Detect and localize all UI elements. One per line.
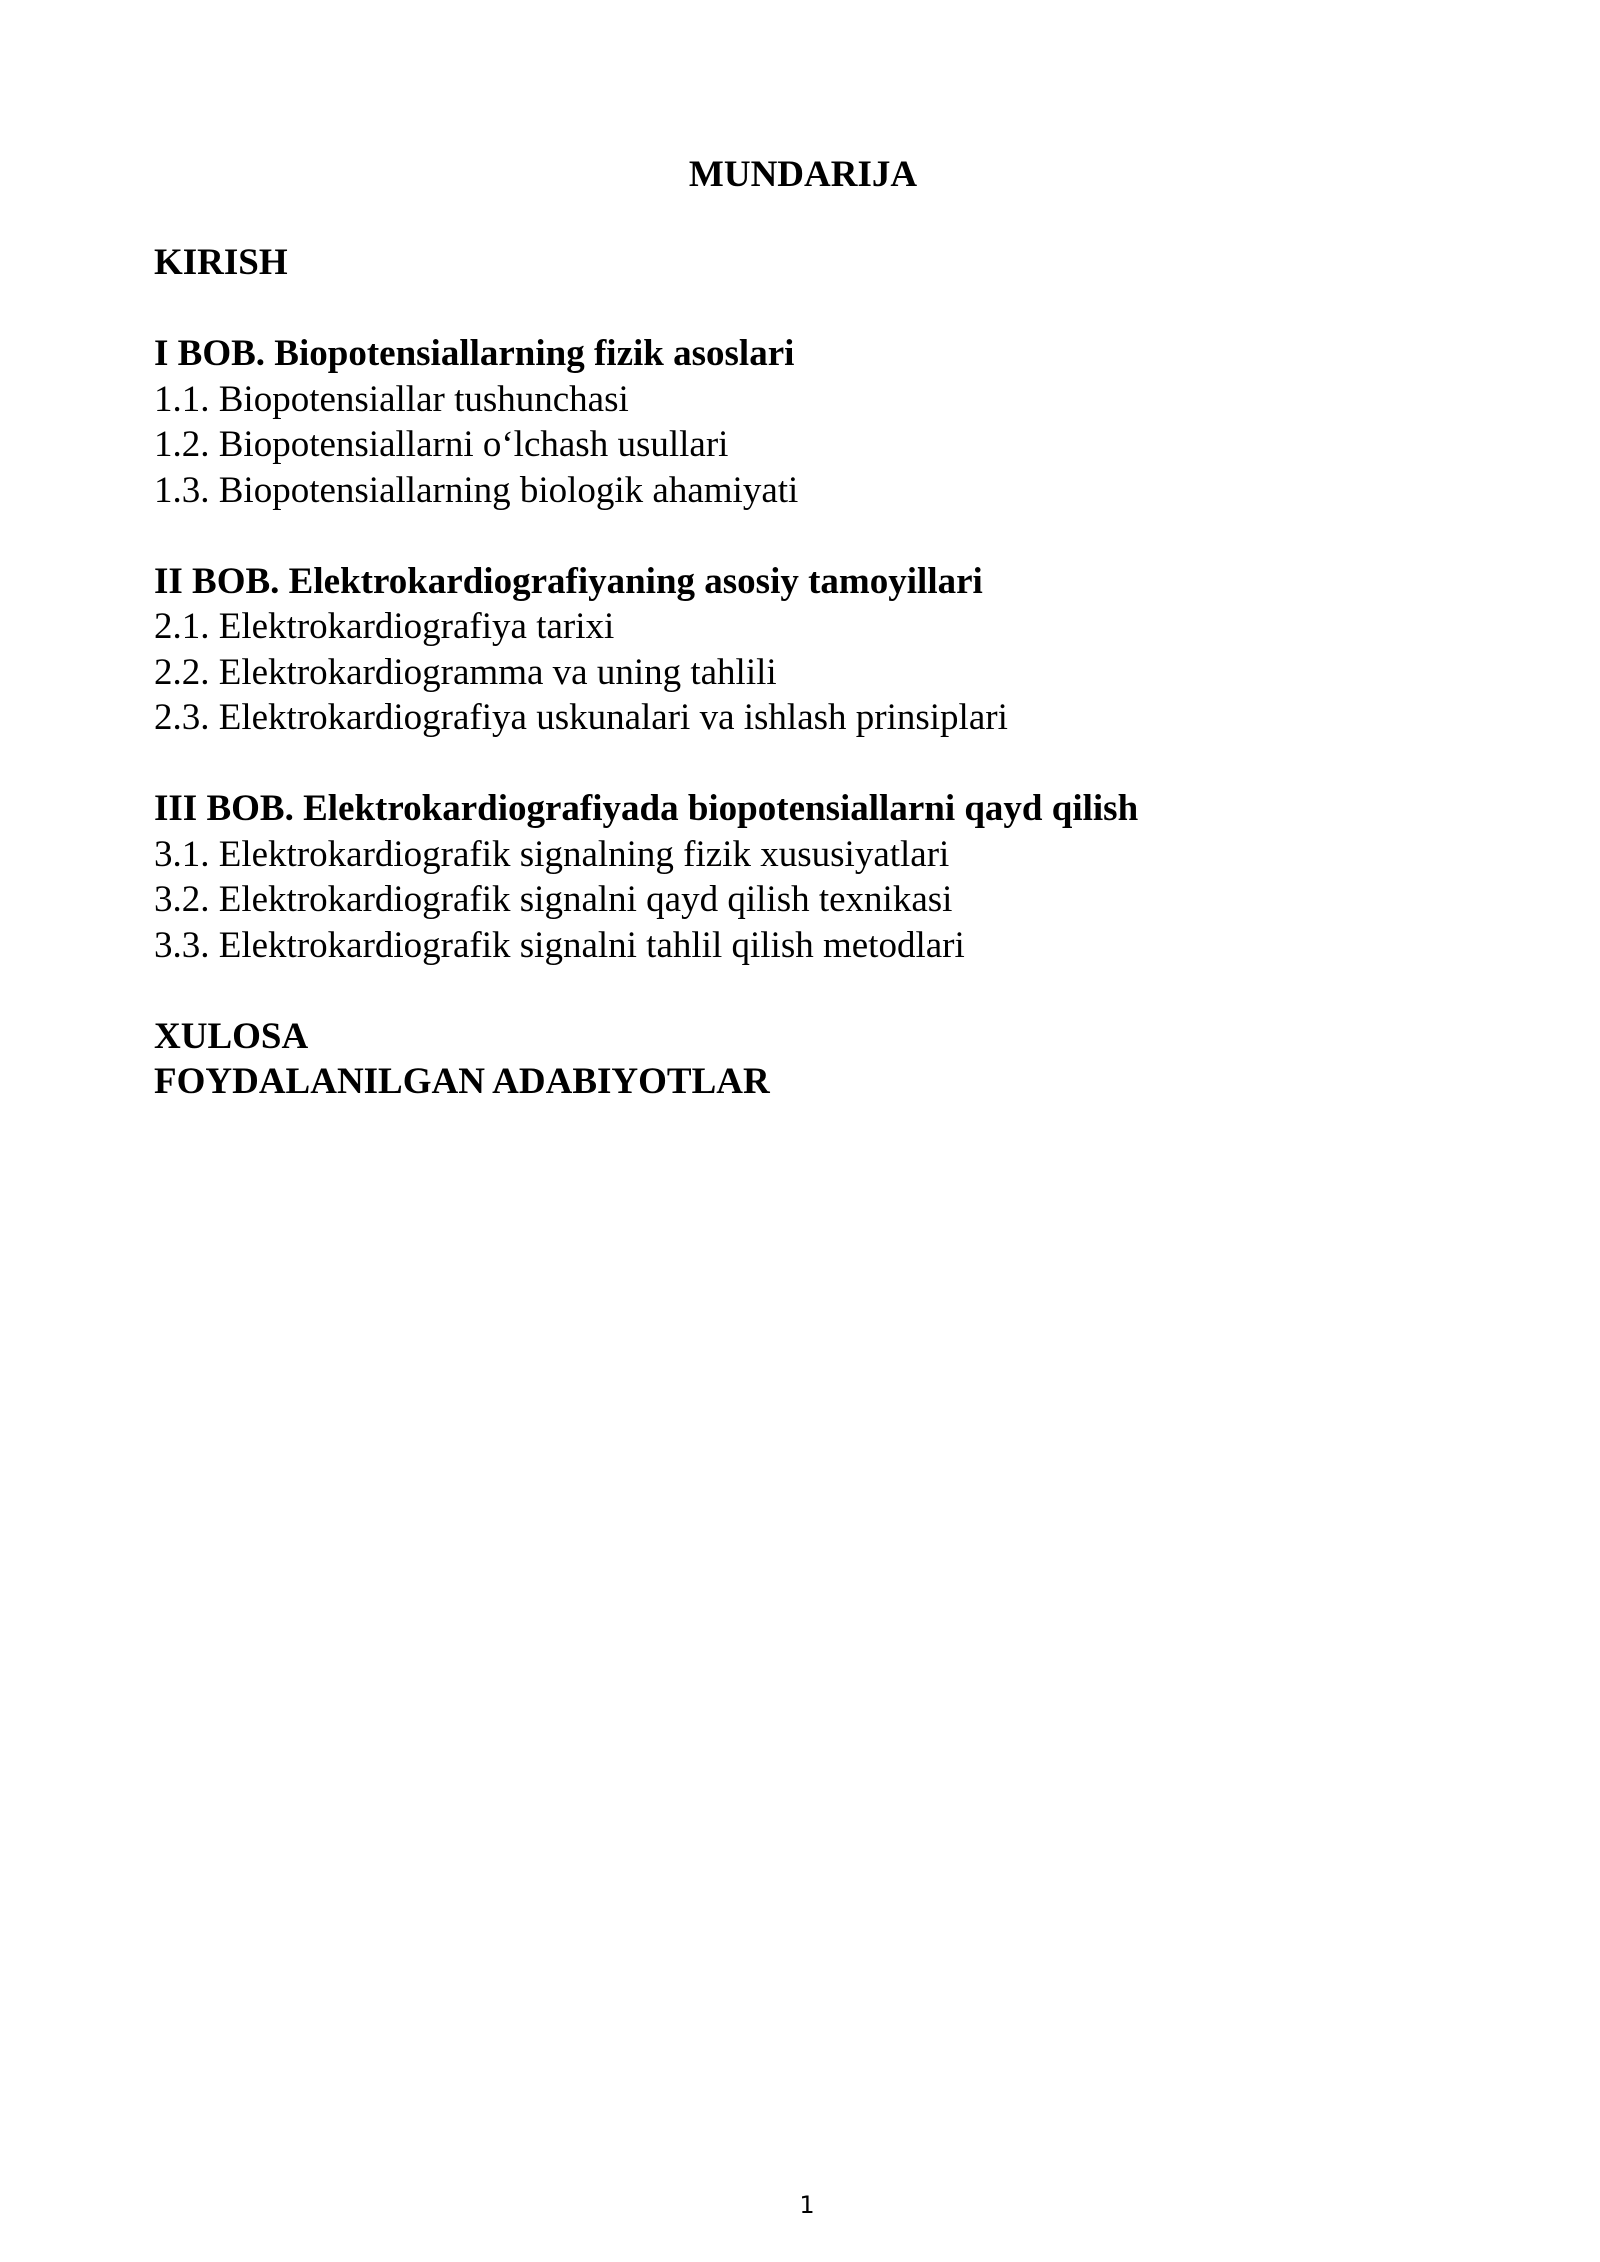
toc-section: 3.2. Elektrokardiografik signalni qayd qilish texnikasi: [154, 879, 953, 920]
toc-chapter-1: [154, 331, 1454, 513]
table-of-contents: [154, 240, 1454, 1105]
toc-section: 2.3. Elektrokardiografiya uskunalari va ishlash prinsiplari: [154, 697, 1008, 738]
toc-section: 1.3. Biopotensiallarning biologik ahamiyati: [154, 469, 799, 511]
page-title: MUNDARIJA: [688, 154, 918, 195]
toc-spacer: [154, 513, 1454, 559]
toc-chapter-3: [154, 786, 1454, 968]
toc-section: 1.2. Biopotensiallarni o‘lchash usullari: [154, 424, 729, 465]
toc-section: 2.1. Elektrokardiografiya tarixi: [154, 606, 615, 647]
toc-section: 3.1. Elektrokardiografik signalning fizik xususiyatlari: [154, 833, 950, 875]
toc-section: 1.1. Biopotensiallar tushunchasi: [154, 378, 629, 420]
toc-spacer: [154, 741, 1454, 787]
toc-chapter-2: [154, 559, 1454, 741]
toc-spacer: [154, 968, 1454, 1014]
chapter-heading: III BOB. Elektrokardiografiyada biopotensiallarni qayd qilish: [154, 788, 1139, 829]
toc-section: 2.2. Elektrokardiogramma va uning tahlili: [154, 651, 777, 693]
chapter-heading: I BOB. Biopotensiallarning fizik asoslari: [154, 333, 795, 374]
toc-references: FOYDALANILGAN ADABIYOTLAR: [154, 1061, 770, 1102]
toc-intro: KIRISH: [154, 242, 288, 283]
page-number: 1: [799, 2191, 815, 2219]
chapter-heading: II BOB. Elektrokardiografiyaning asosiy tamoyillari: [154, 560, 983, 602]
toc-conclusion: XULOSA: [154, 1015, 309, 1057]
toc-spacer: [154, 286, 1454, 332]
toc-section: 3.3. Elektrokardiografik signalni tahlil qilish metodlari: [154, 924, 965, 966]
